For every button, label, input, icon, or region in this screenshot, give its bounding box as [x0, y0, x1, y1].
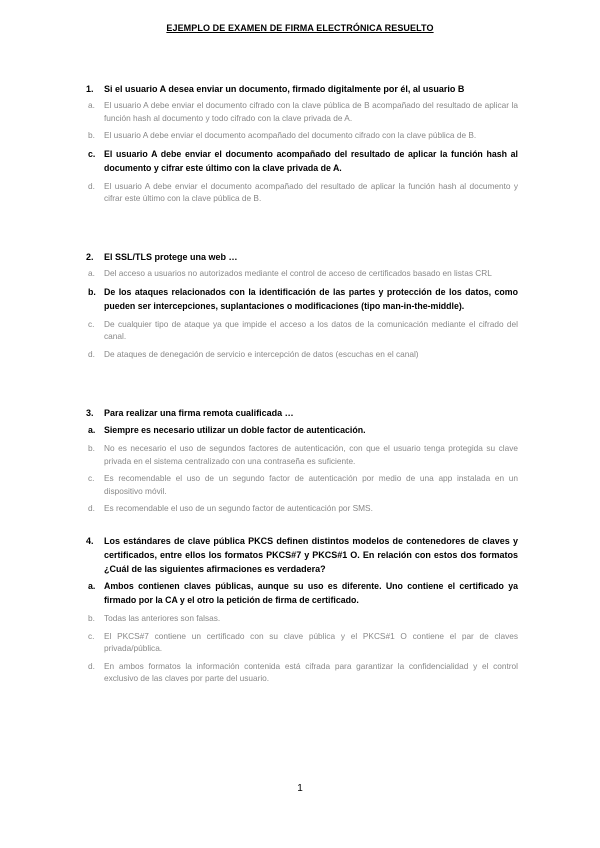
option-list — [86, 267, 518, 360]
option-b — [86, 129, 518, 142]
option-text: De los ataques relacionados con la identificación de las partes y protección de los datos, como pueden ser intercepciones, suplantaciones o modificaciones (tipo man-in-the-middle). — [104, 286, 518, 311]
option-letter: a. — [88, 581, 96, 591]
option-text: No es necesario el uso de segundos factores de autenticación, con que el usuario tenga protegida su clave privada en el sistema centralizado con una contraseña es suficiente. — [104, 443, 518, 466]
question-3 — [86, 406, 518, 520]
option-text: Del acceso a usuarios no autorizados mediante el control de acceso de certificados basado en listas CRL — [104, 268, 492, 278]
option-letter: b. — [88, 286, 96, 297]
option-b-correct — [86, 285, 518, 313]
question-header — [86, 534, 518, 576]
question-number: 3. — [86, 408, 94, 418]
question-number: 2. — [86, 252, 94, 262]
option-letter: a. — [88, 268, 95, 278]
option-text: El usuario A debe enviar el documento acompañado del documento cifrado con la clave pública de B. — [104, 130, 477, 140]
option-b — [76, 612, 518, 625]
option-d — [86, 348, 518, 361]
option-letter: c. — [88, 318, 95, 329]
option-letter: c. — [88, 473, 95, 483]
option-text: Es recomendable el uso de un segundo factor de autenticación por medio de una app instalada en un dispositivo móvil. — [104, 473, 518, 496]
option-c — [86, 318, 518, 343]
question-header — [86, 406, 518, 420]
option-letter: d. — [88, 503, 95, 513]
option-list — [86, 579, 518, 685]
option-letter: b. — [88, 130, 95, 140]
page-number: 1 — [297, 783, 303, 794]
option-letter: c. — [88, 630, 95, 641]
option-list — [86, 99, 518, 205]
option-letter: d. — [88, 348, 95, 359]
option-a-correct — [76, 579, 518, 607]
option-a — [86, 267, 518, 280]
option-c — [86, 472, 518, 497]
option-c-correct — [86, 147, 518, 175]
option-letter: a. — [88, 100, 95, 110]
option-d — [86, 502, 518, 515]
question-text: Si el usuario A desea enviar un documento, firmado digitalmente por él, al usuario B — [104, 84, 465, 94]
option-a-correct — [86, 423, 518, 437]
option-c — [76, 630, 518, 655]
question-text: El SSL/TLS protege una web … — [104, 252, 238, 262]
option-letter: b. — [88, 443, 95, 453]
question-2 — [86, 250, 518, 365]
option-text: El usuario A debe enviar el documento acompañado del resultado de aplicar la función hash al documento y cifrar este último con la clave pública de B. — [104, 180, 518, 203]
option-d — [86, 180, 518, 205]
option-letter: c. — [88, 148, 96, 159]
option-text: El PKCS#7 contiene un certificado con su clave pública y el PKCS#1 O contiene el par de claves privada/pública. — [104, 630, 518, 653]
option-text: De cualquier tipo de ataque ya que impide el acceso a los datos de la comunicación mediante el cifrado del canal. — [104, 318, 518, 341]
option-letter: a. — [88, 425, 96, 435]
question-4 — [86, 534, 518, 690]
option-text: El usuario A debe enviar el documento acompañado del resultado de aplicar la función hash al documento y cifrar este último con la clave privada de A. — [104, 148, 518, 173]
option-list — [86, 423, 518, 515]
question-number: 4. — [86, 536, 94, 546]
question-number: 1. — [86, 84, 94, 94]
question-text: Para realizar una firma remota cualificada … — [104, 408, 294, 418]
option-letter: d. — [88, 660, 95, 671]
question-header — [86, 250, 518, 264]
question-header — [86, 82, 518, 96]
option-letter: b. — [88, 613, 95, 623]
question-text: Los estándares de clave pública PKCS definen distintos modelos de contenedores de claves y certificados, entre ellos los formatos PKCS#7 y PKCS#1 O. En relación con estos dos formatos ¿Cuál de las siguientes afirmaciones es verdadera? — [104, 536, 518, 574]
option-text: Es recomendable el uso de un segundo factor de autenticación por SMS. — [104, 503, 373, 513]
option-b — [86, 442, 518, 467]
option-d — [76, 660, 518, 685]
option-text: El usuario A debe enviar el documento cifrado con la clave pública de B acompañado del resultado de aplicar la función hash al documento y todo cifrado con la clave privada de A. — [104, 100, 518, 123]
question-1 — [86, 82, 518, 210]
option-text: Ambos contienen claves públicas, aunque su uso es diferente. Uno contiene el certificado ya firmado por la CA y el otro la petición de firma de certificado. — [104, 581, 518, 605]
option-text: Siempre es necesario utilizar un doble factor de autenticación. — [104, 425, 366, 435]
option-text: De ataques de denegación de servicio e intercepción de datos (escuchas en el canal) — [104, 348, 419, 359]
option-letter: d. — [88, 180, 95, 191]
option-text: En ambos formatos la información contenida está cifrada para garantizar la confidencialidad y el control exclusivo de las claves por parte del usuario. — [104, 660, 518, 683]
option-a — [86, 99, 518, 124]
option-text: Todas las anteriores son falsas. — [104, 613, 221, 623]
page-title: EJEMPLO DE EXAMEN DE FIRMA ELECTRÓNICA RESUELTO — [166, 23, 434, 33]
